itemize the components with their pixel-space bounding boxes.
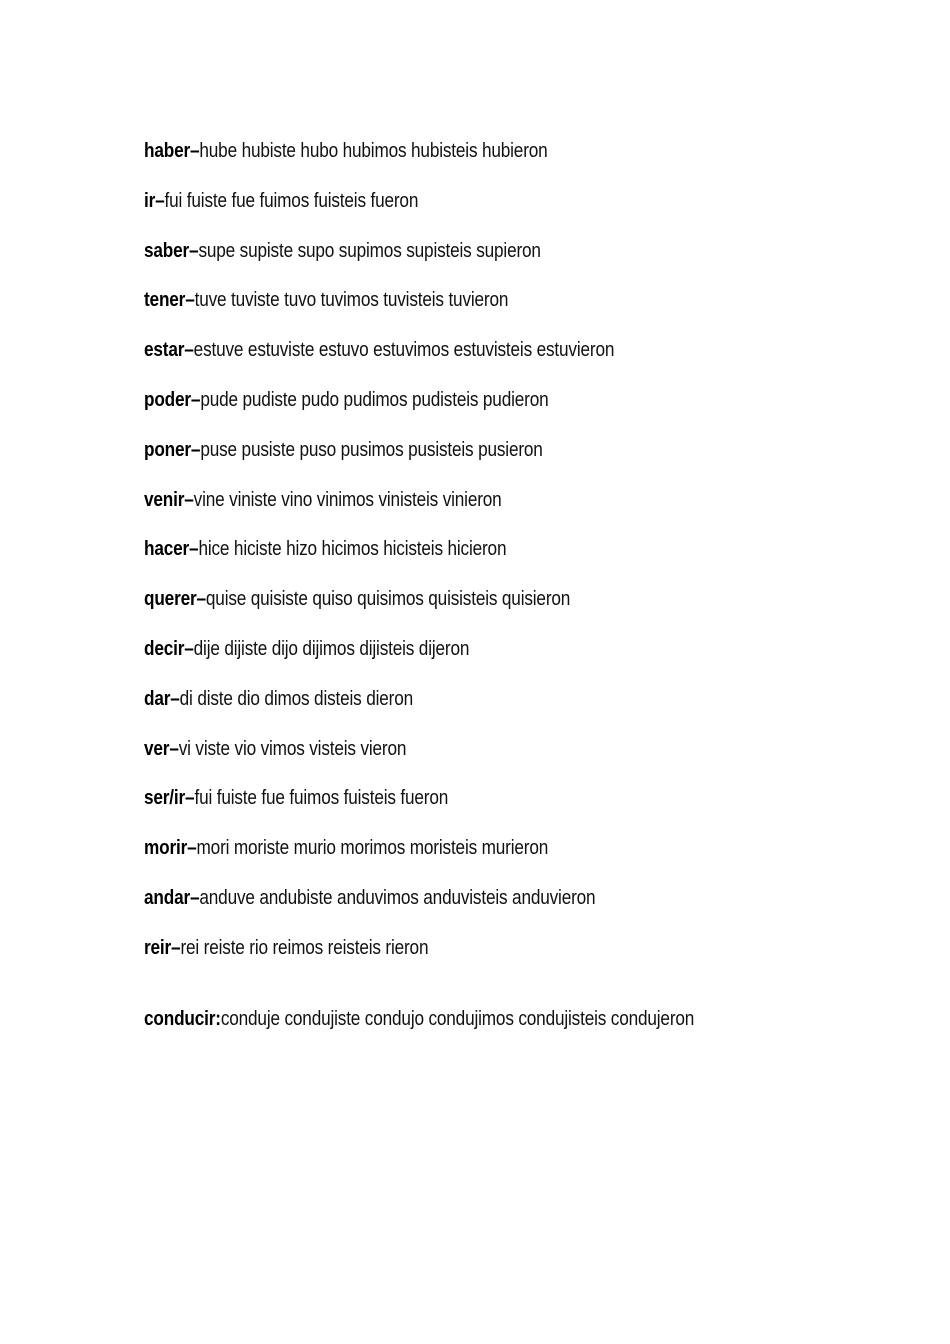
preterite-forms: vine viniste vino vinimos vinisteis vinieron bbox=[193, 488, 502, 511]
separator: – bbox=[185, 787, 195, 810]
preterite-forms: puse pusiste puso pusimos pusisteis pusieron bbox=[200, 438, 543, 461]
preterite-forms: mori moriste murio morimos moristeis murieron bbox=[196, 837, 549, 860]
separator: – bbox=[189, 140, 200, 162]
separator: – bbox=[184, 637, 194, 660]
preterite-forms: fui fuiste fue fuimos fuisteis fueron bbox=[164, 189, 419, 212]
separator: – bbox=[184, 339, 194, 362]
preterite-forms: supe supiste supo supimos supisteis supieron bbox=[198, 239, 541, 262]
verb-infinitive: querer bbox=[144, 588, 197, 611]
list-item-querer bbox=[144, 583, 815, 633]
list-item-ver bbox=[144, 733, 815, 783]
list-item-poder bbox=[144, 384, 815, 434]
list-item-tener bbox=[144, 284, 815, 334]
list-item-venir bbox=[144, 484, 815, 534]
preterite-forms: estuve estuviste estuvo estuvimos estuvisteis estuvieron bbox=[193, 339, 615, 362]
separator: – bbox=[189, 239, 199, 262]
verb-infinitive: poder bbox=[144, 388, 191, 411]
preterite-forms: rei reiste rio reimos reisteis rieron bbox=[180, 936, 429, 959]
verb-infinitive: dar bbox=[144, 687, 171, 710]
verb-infinitive: hacer bbox=[144, 538, 190, 561]
list-item-ser-ir bbox=[144, 782, 815, 832]
separator: – bbox=[189, 538, 199, 561]
verb-infinitive: andar bbox=[144, 886, 190, 909]
list-item-hacer bbox=[144, 533, 815, 583]
list-item-haber bbox=[144, 135, 815, 185]
verb-infinitive: ver bbox=[144, 737, 170, 760]
list-item-reir bbox=[144, 932, 815, 982]
verb-infinitive: venir bbox=[144, 488, 185, 511]
verb-infinitive: conducir bbox=[144, 1008, 216, 1030]
separator: – bbox=[190, 388, 201, 411]
preterite-forms: tuve tuviste tuvo tuvimos tuvisteis tuvieron bbox=[194, 289, 509, 312]
verb-infinitive: tener bbox=[144, 289, 186, 312]
separator: – bbox=[189, 886, 200, 909]
separator: – bbox=[187, 837, 197, 860]
verb-infinitive: haber bbox=[144, 140, 190, 162]
separator: – bbox=[184, 488, 194, 511]
separator: – bbox=[171, 936, 181, 959]
verb-infinitive: estar bbox=[144, 339, 185, 362]
separator: – bbox=[185, 289, 195, 312]
list-item-morir bbox=[144, 832, 815, 882]
separator: – bbox=[170, 687, 180, 710]
preterite-forms: fui fuiste fue fuimos fuisteis fueron bbox=[194, 787, 449, 810]
list-item-poner bbox=[144, 434, 815, 484]
verb-infinitive: morir bbox=[144, 837, 188, 860]
preterite-forms: hice hiciste hizo hicimos hicisteis hicieron bbox=[198, 538, 507, 561]
preterite-forms: vi viste vio vimos visteis vieron bbox=[178, 737, 407, 760]
preterite-forms: anduve andubiste anduvimos anduvisteis anduvieron bbox=[199, 886, 596, 909]
verb-conjugation-list bbox=[144, 135, 924, 982]
separator: – bbox=[155, 189, 165, 212]
list-item-saber bbox=[144, 235, 815, 285]
list-item-ir bbox=[144, 185, 815, 235]
list-item-dar bbox=[144, 683, 815, 733]
preterite-forms: di diste dio dimos disteis dieron bbox=[179, 687, 414, 710]
verb-infinitive: reir bbox=[144, 936, 172, 959]
separator: – bbox=[196, 588, 206, 611]
separator: – bbox=[169, 737, 179, 760]
preterite-forms: hube hubiste hubo hubimos hubisteis hubieron bbox=[199, 140, 548, 162]
list-item-conducir bbox=[144, 1003, 918, 1053]
verb-infinitive: saber bbox=[144, 239, 190, 262]
preterite-forms: dije dijiste dijo dijimos dijisteis dijeron bbox=[193, 637, 470, 660]
preterite-forms: pude pudiste pudo pudimos pudisteis pudieron bbox=[200, 388, 549, 411]
verb-infinitive: decir bbox=[144, 637, 185, 660]
separator: – bbox=[190, 438, 201, 461]
separator: : bbox=[215, 1008, 221, 1030]
verb-infinitive: ser/ir bbox=[144, 787, 186, 810]
verb-infinitive: poner bbox=[144, 438, 191, 461]
list-item-andar bbox=[144, 882, 815, 932]
list-item-decir bbox=[144, 633, 815, 683]
verb-infinitive: ir bbox=[144, 189, 156, 212]
preterite-forms: quise quisiste quiso quisimos quisisteis quisieron bbox=[205, 588, 571, 611]
preterite-forms: conduje condujiste condujo condujimos condujisteis condujeron bbox=[220, 1008, 695, 1030]
list-item-estar bbox=[144, 334, 815, 384]
